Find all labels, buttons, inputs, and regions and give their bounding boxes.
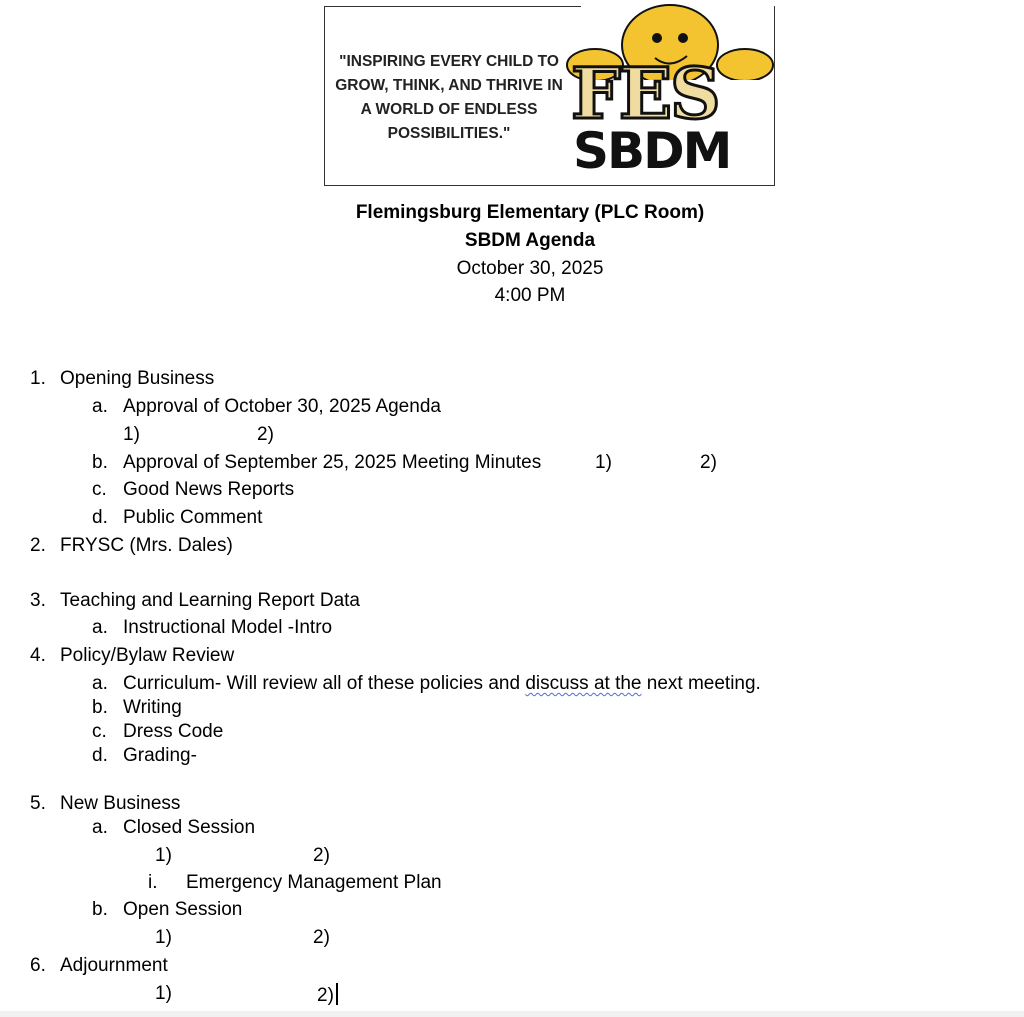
item-open-session: Open Session [123,899,243,920]
item-roman: i. [148,872,158,893]
motion-1: 1) [155,845,172,866]
item-letter: b. [92,697,108,718]
motion-2-line[interactable] [317,983,338,1007]
item-approval-minutes: Approval of September 25, 2025 Meeting Minutes [123,452,542,473]
header-banner [324,6,775,186]
motion-2: 2) [257,424,274,445]
item-frysc: FRYSC (Mrs. Dales) [60,535,233,556]
meeting-time: 4:00 PM [494,285,566,306]
motion-1: 1) [155,983,172,1004]
item-letter: b. [92,452,108,473]
item-public-comment: Public Comment [123,507,263,528]
fes-sbdm-logo: FES SBDM [565,0,775,186]
item-letter: a. [92,396,108,417]
page-title: SBDM Agenda [464,230,596,251]
motion-1: 1) [155,927,172,948]
item-number: 2. [30,535,46,556]
item-number: 1. [30,368,46,389]
item-number: 5. [30,793,46,814]
item-opening-business: Opening Business [60,368,215,389]
item-teaching-learning: Teaching and Learning Report Data [60,590,360,611]
item-writing: Writing [123,697,182,718]
item-curriculum [123,673,761,695]
item-letter: d. [92,507,108,528]
item-instructional-model: Instructional Model -Intro [123,617,333,638]
page-bottom-edge [0,1011,1024,1017]
item-closed-session: Closed Session [123,817,256,838]
meeting-date: October 30, 2025 [456,258,604,279]
item-letter: b. [92,899,108,920]
item-letter: a. [92,617,108,638]
item-dress-code: Dress Code [123,721,224,742]
text-cursor [336,983,338,1005]
item-policy-review: Policy/Bylaw Review [60,645,235,666]
text: next meeting. [641,673,761,694]
item-letter: c. [92,721,107,742]
item-letter: a. [92,673,108,694]
motion-2: 2) [700,452,717,473]
item-adjournment: Adjournment [60,955,168,976]
motion-2: 2) [313,927,330,948]
meeting-location: Flemingsburg Elementary (PLC Room) [355,202,705,223]
item-number: 4. [30,645,46,666]
item-approval-agenda: Approval of October 30, 2025 Agenda [123,396,441,417]
item-new-business: New Business [60,793,181,814]
text: Curriculum- Will review all of these policies and [123,673,526,694]
spellcheck-underline-text[interactable]: discuss at the [525,673,642,694]
motion-2: 2) [317,985,334,1006]
motion-1: 1) [123,424,140,445]
item-emergency-plan: Emergency Management Plan [186,872,442,893]
item-number: 6. [30,955,46,976]
motion-1: 1) [595,452,612,473]
motion-2: 2) [313,845,330,866]
item-number: 3. [30,590,46,611]
item-letter: a. [92,817,108,838]
item-letter: d. [92,745,108,766]
item-good-news: Good News Reports [123,479,295,500]
banner-quote: "INSPIRING EVERY CHILD TO GROW, THINK, AND THRIVE IN A WORLD OF ENDLESS POSSIBILITIES." [335,53,563,142]
item-grading: Grading- [123,745,197,766]
item-letter: c. [92,479,107,500]
